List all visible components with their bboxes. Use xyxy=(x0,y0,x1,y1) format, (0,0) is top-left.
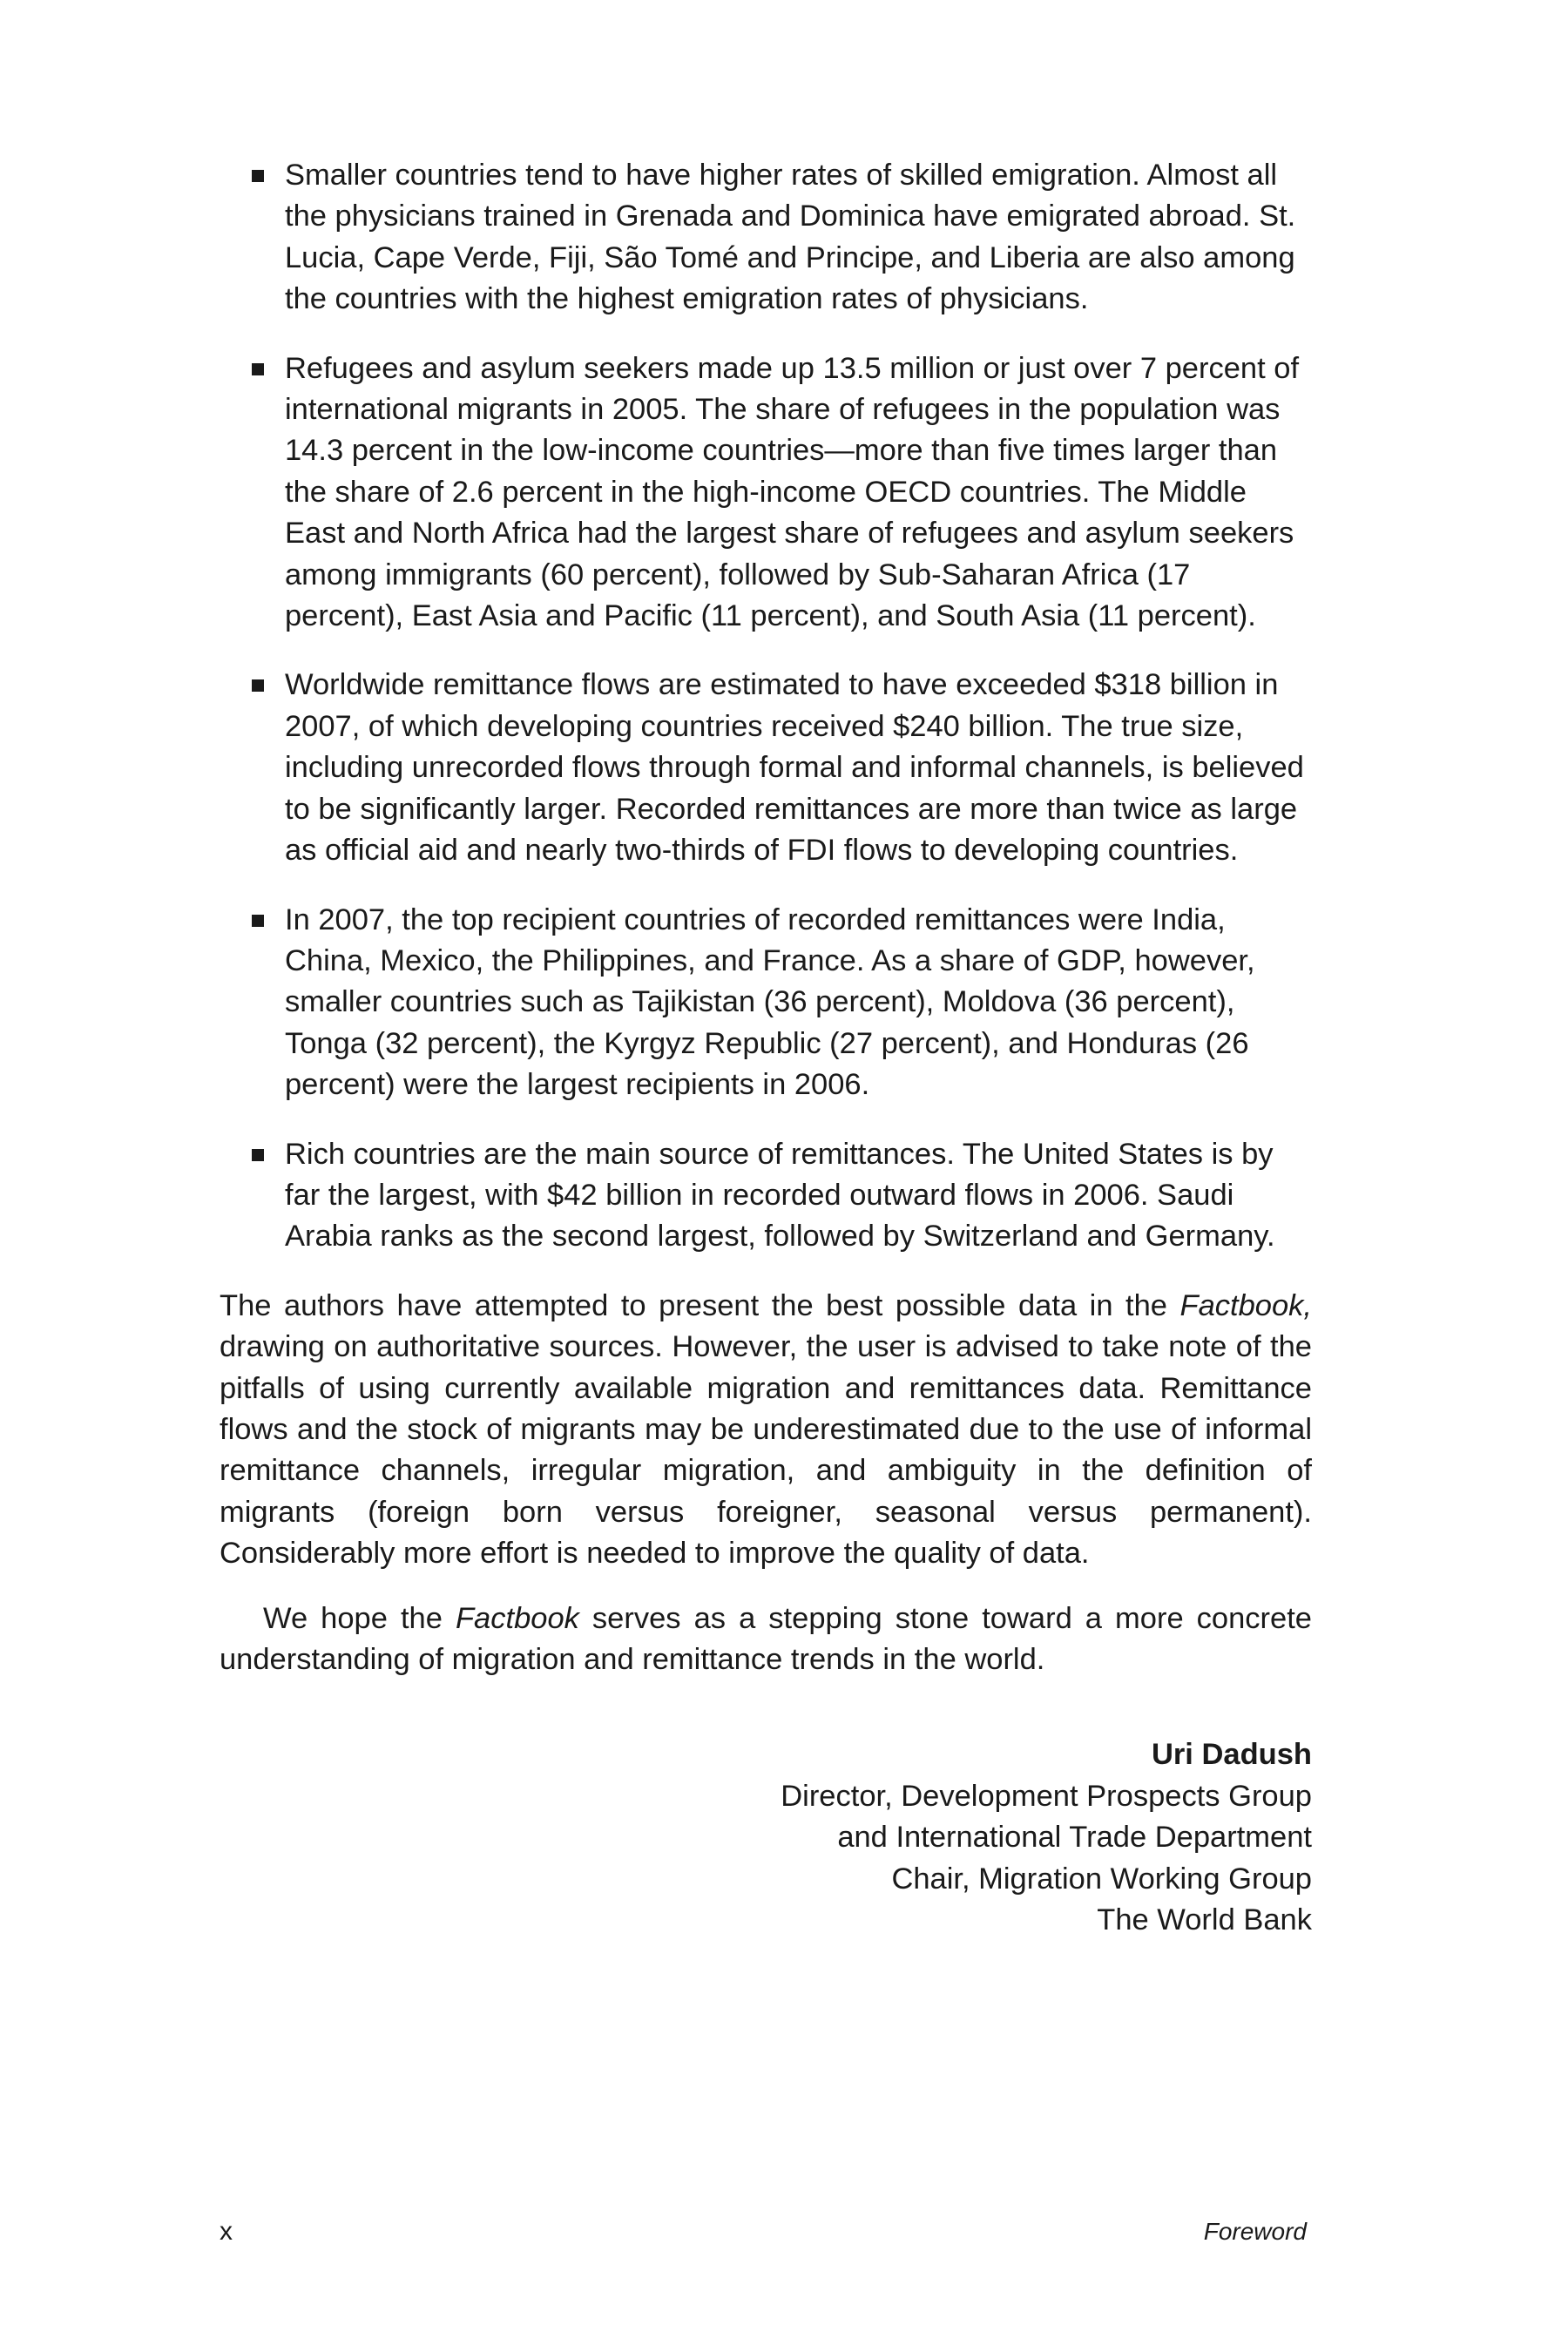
bullet-text: Refugees and asylum seekers made up 13.5 million or just over 7 percent of international migrants in 2005. The share of refugees in the population was 14.3 percent in the low-income countries—more than five times larger than the share of 2.6 percent in the high-income OECD countries. The Middle East and North Africa had the largest share of refugees and asylum seekers among immigrants (60 percent), followed by Sub-Saharan Africa (17 percent), East Asia and Pacific (11 percent), and South Asia (11 percent). xyxy=(285,351,1300,633)
signatory-organization: The World Bank xyxy=(1097,1903,1312,1937)
list-item xyxy=(252,1134,1304,1258)
running-footer-section: Foreword xyxy=(1203,2218,1307,2245)
list-item xyxy=(252,900,1304,1106)
paragraph-text: The authors have attempted to present the best possible data in the xyxy=(220,1288,1180,1322)
square-bullet-icon xyxy=(252,363,264,375)
bullet-text: In 2007, the top recipient countries of recorded remittances were India, China, Mexico, the Philippines, and France. As a share of GDP, however, smaller countries such as Tajikistan (36 percent), Moldova (36 percent), Tonga (32 percent), the Kyrgyz Republic (27 percent), and Honduras (26 percent) were the largest recipients in 2006. xyxy=(285,902,1255,1102)
square-bullet-icon xyxy=(252,679,264,692)
paragraph-text: serves as a stepping stone toward a more concrete understanding of migration and remittance trends in the world. xyxy=(220,1601,1312,1676)
paragraph-text: We hope the xyxy=(263,1601,456,1635)
closing-paragraph xyxy=(220,1598,1312,1681)
bullet-text: Smaller countries tend to have higher rates of skilled emigration. Almost all the physicians trained in Grenada and Dominica have emigrated abroad. St. Lucia, Cape Verde, Fiji, São Tomé and Principe, and Liberia are also among the countries with the highest emigration rates of physicians. xyxy=(285,159,1296,316)
list-item xyxy=(252,155,1304,321)
bullet-text: Worldwide remittance flows are estimated to have exceeded $318 billion in 2007, of which developing countries received $240 billion. The true size, including unrecorded flows through formal and informal channels, is believed to be significantly larger. Recorded remittances are more than twice as large as official aid and nearly two-thirds of FDI flows to developing countries. xyxy=(285,668,1304,868)
page-content xyxy=(220,155,1312,1941)
signatory-title-line: Chair, Migration Working Group xyxy=(891,1862,1312,1896)
signatory-title-line: Director, Development Prospects Group xyxy=(781,1779,1312,1813)
signatory-title-line: and International Trade Department xyxy=(837,1821,1312,1855)
paragraph-text: drawing on authoritative sources. However, the user is advised to take note of the pitfalls of using currently available migration and remittances data. Remittance flows and the stock of migrants may be underestimated due to the use of informal remittance channels, irregular migration, and ambiguity in the definition of migrants (foreign born versus foreigner, seasonal versus permanent). Considerably more effort is needed to improve the quality of data. xyxy=(220,1330,1312,1571)
book-title: Factbook, xyxy=(1179,1288,1312,1322)
page-number: x xyxy=(220,2217,233,2246)
square-bullet-icon xyxy=(252,170,264,182)
signature-block xyxy=(220,1734,1312,1941)
signatory-name: Uri Dadush xyxy=(1151,1738,1312,1772)
bullet-list xyxy=(252,155,1304,1258)
data-caveat-paragraph xyxy=(220,1286,1312,1575)
square-bullet-icon xyxy=(252,1149,264,1161)
bullet-text: Rich countries are the main source of remittances. The United States is by far the largest, with $42 billion in recorded outward flows in 2006. Saudi Arabia ranks as the second largest, followed by Switzerland and Germany. xyxy=(285,1137,1275,1254)
list-item xyxy=(252,348,1304,638)
square-bullet-icon xyxy=(252,915,264,927)
list-item xyxy=(252,665,1304,871)
book-title: Factbook xyxy=(455,1601,579,1635)
